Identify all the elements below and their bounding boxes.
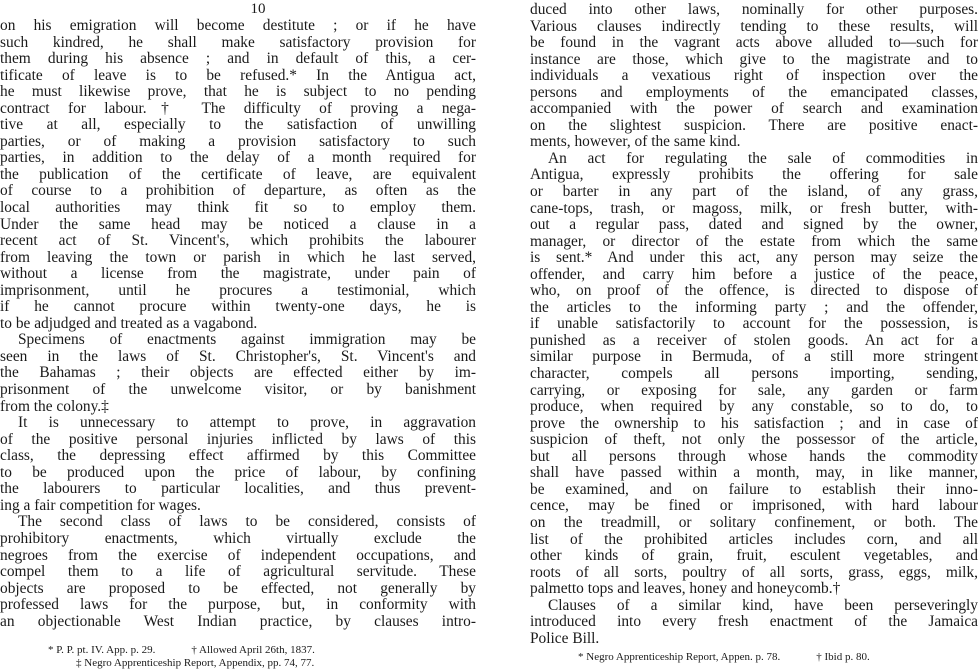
text-line: prove the ownership to his satisfaction ; and in case of: [530, 414, 978, 432]
left-footnotes: [0, 644, 476, 670]
text-line: negroes from the exercise of independent occupations, and: [0, 546, 476, 564]
text-line: An act for regulating the sale of commodities in: [548, 149, 978, 167]
text-line: suspicion of theft, not only the possessor of the article,: [530, 431, 978, 449]
text-line: carrying, or exposing for sale, any garden or farm: [530, 381, 978, 399]
text-line: offender, and carry him before a justice of the peace,: [530, 265, 978, 283]
text-line: instance are those, which give to the magistrate and to: [530, 50, 978, 68]
text-line: shall have passed within a month, may, in like manner,: [530, 464, 978, 482]
text-line: Clauses of a similar kind, have been perseveringly: [548, 596, 978, 614]
page-number: 10: [250, 1, 266, 17]
text-line: he must likewise prove, that he is subject to no pending: [0, 83, 476, 101]
text-line: contract for labour.† The difficulty of proving a nega-: [0, 99, 476, 117]
text-line: objects are proposed to be effected, not generally by: [0, 579, 476, 597]
text-line: the Bahamas ; their objects are effected either by im-: [0, 364, 476, 382]
text-line: or barter in any part of the island, of any grass,: [530, 183, 978, 201]
text-line: It is unnecessary to attempt to prove, in aggravation: [18, 414, 476, 432]
text-line: individuals a vexatious right of inspection over the: [530, 67, 978, 85]
text-line: other kinds of grain, fruit, esculent vegetables, and: [530, 547, 978, 565]
text-line: if unable satisfactorily to account for the possession, is: [530, 315, 978, 333]
footnote: † Ibid p. 80.: [816, 651, 870, 664]
text-line: The second class of laws to be considered, consists of: [18, 513, 476, 531]
text-line: parties, in addition to the delay of a month required for: [0, 149, 476, 167]
text-line: but all persons through whose hands the commodity: [530, 447, 978, 465]
left-page-body: [0, 18, 476, 630]
text-line: local authorities may think fit so to employ them.: [0, 199, 476, 217]
text-line: them during his absence ; and in default of this, a cer-: [0, 50, 476, 68]
text-line: of the positive personal injuries inflicted by laws of this: [0, 430, 476, 448]
text-line: list of the prohibited articles includes corn, and all: [530, 530, 978, 548]
footnote: † Allowed April 26th, 1837.: [191, 644, 315, 657]
text-line: accompanied with the power of search and examination: [530, 100, 978, 118]
text-line: an objectionable West Indian practice, by clauses intro-: [0, 612, 476, 630]
text-line: to be produced upon the price of labour, by confining: [0, 463, 476, 481]
text-line: persons and employments of the emancipated classes,: [530, 83, 978, 101]
text-line: tive at all, especially to the satisfaction of unwilling: [0, 116, 476, 134]
text-line: be found in the vagrant acts above alluded to—such for: [530, 34, 978, 52]
right-page: [530, 0, 978, 664]
text-line: on the slightest suspicion. There are positive enact-: [530, 116, 978, 134]
text-line: the publication of the certificate of leave, are equivalent: [0, 165, 476, 183]
text-line: of course to a prohibition of departure, as often as the: [0, 182, 476, 200]
text-line: out a regular pass, dated and signed by the owner,: [530, 216, 978, 234]
text-line: ing a fair competition for wages.: [0, 496, 201, 514]
text-line: imprisonment, until he procures a testimonial, which: [0, 281, 476, 299]
text-line: similar purpose in Bermuda, of a still more stringent: [530, 348, 978, 366]
text-line: tificate of leave is to be refused.* In the Antigua act,: [0, 66, 476, 84]
text-line: such kindred, he shall make satisfactory provision for: [0, 33, 476, 51]
text-line: Police Bill.: [530, 629, 600, 647]
text-line: cence, may be fined or imprisoned, with hard labour: [530, 497, 978, 515]
text-line: cane-tops, trash, or magoss, milk, or fresh butter, with-: [530, 199, 978, 217]
right-page-body: [530, 2, 978, 647]
text-line: parties, or of making a provision satisfactory to such: [0, 132, 476, 150]
text-line: prisonment of the unwelcome visitor, or by banishment: [0, 381, 476, 399]
footnote-row: [48, 657, 476, 670]
text-line: on his emigration will become destitute ; or if he have: [0, 17, 476, 34]
text-line: seen in the laws of St. Christopher's, St. Vincent's and: [0, 347, 476, 365]
text-line: roots of all sorts, poultry of all sorts, grass, eggs, milk,: [530, 563, 978, 581]
footnote: * P. P. pt. IV. App. p. 29.: [48, 644, 156, 657]
text-line: without a license from the magistrate, under pain of: [0, 265, 476, 283]
text-line: class, the depressing effect affirmed by this Committee: [0, 447, 476, 465]
right-footnotes: [530, 651, 978, 664]
text-line: prohibitory enactments, which virtually exclude the: [0, 529, 476, 547]
text-line: if he cannot procure within twenty-one days, he is: [0, 298, 476, 316]
text-line: the labourers to particular localities, and thus prevent-: [0, 480, 476, 498]
footnote: * Negro Apprenticeship Report, Appen. p. 78.: [578, 651, 781, 664]
text-line: Under the same head may be noticed a clause in a: [0, 215, 476, 233]
text-line: introduced into every fresh enactment of the Jamaica: [530, 613, 978, 631]
text-line: punished as a receiver of stolen goods. An act for a: [530, 331, 978, 349]
text-line: duced into other laws, nominally for other purposes.: [530, 1, 978, 18]
text-line: from the colony.‡: [0, 397, 109, 415]
gutter: [486, 0, 520, 656]
footnote: ‡ Negro Apprenticeship Report, Appendix, pp. 74, 77.: [76, 657, 315, 670]
text-line: is sent.* And under this act, any person may seize the: [530, 249, 978, 267]
text-line: Various clauses indirectly tending to these results, will: [530, 17, 978, 35]
text-line: palmetto tops and leaves, honey and honeycomb.†: [530, 580, 841, 598]
text-line: Specimens of enactments against immigration may be: [18, 331, 476, 349]
text-line: character, compels all persons importing, sending,: [530, 365, 978, 383]
text-line: be examined, and on failure to establish their inno-: [530, 480, 978, 498]
text-line: from leaving the town or parish in which he last served,: [0, 248, 476, 266]
text-line: ments, however, of the same kind.: [530, 133, 741, 151]
text-line: compel them to a life of agricultural servitude. These: [0, 563, 476, 581]
footnote-row: [48, 644, 476, 657]
text-line: to be adjudged and treated as a vagabond.: [0, 314, 258, 332]
text-line: recent act of St. Vincent's, which prohibits the labourer: [0, 232, 476, 250]
text-line: produce, when required by any constable, so to do, to: [530, 398, 978, 416]
text-line: Antigua, expressly prohibits the offering for sale: [530, 166, 978, 184]
text-line: professed laws for the purpose, but, in conformity with: [0, 596, 476, 614]
text-line: the articles to the informing party ; and the offender,: [530, 298, 978, 316]
left-page: [0, 0, 476, 670]
text-line: manager, or director of the estate from which the same: [530, 232, 978, 250]
text-line: on the treadmill, or solitary confinement, or both. The: [530, 513, 978, 531]
text-line: who, on proof of the offence, is directed to dispose of: [530, 282, 978, 300]
